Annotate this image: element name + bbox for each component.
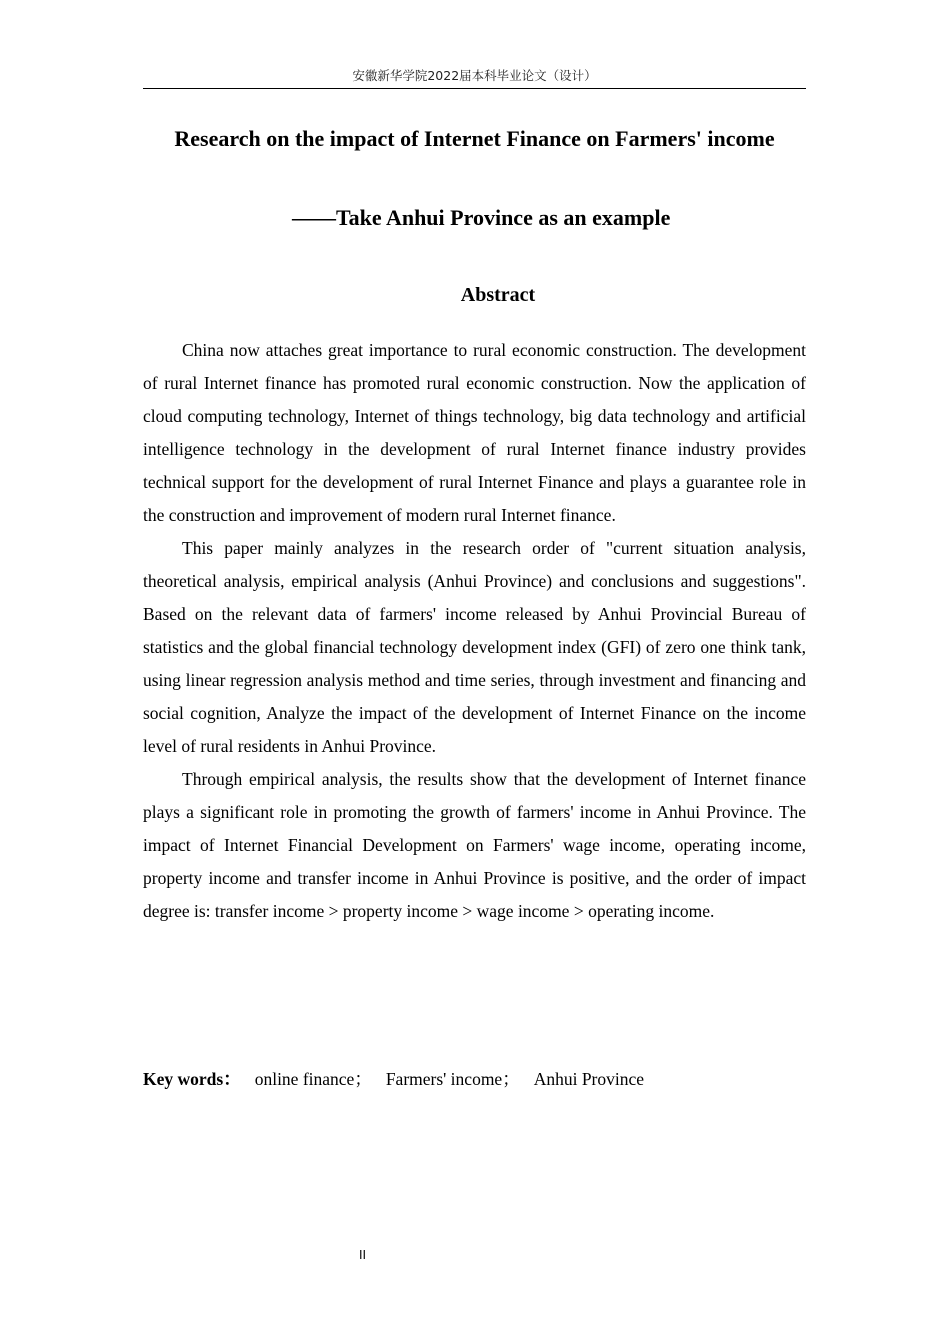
page-header	[143, 66, 806, 89]
keywords-label: Key words：	[143, 1069, 241, 1089]
paper-title: Research on the impact of Internet Finance on Farmers' income	[174, 126, 775, 151]
abstract-paragraph: China now attaches great importance to rural economic construction. The development of rural Internet finance has promoted rural economic construction. Now the application of cloud computing technology, Internet of things technology, big data technology and artificial intelligence technology in the development of rural Internet finance industry provides technical support for the development of rural Internet Finance and plays a guarantee role in the construction and improvement of modern rural Internet finance.	[143, 340, 806, 525]
abstract-heading: Abstract	[460, 284, 536, 306]
paper-subtitle: ——Take Anhui Province as an example	[292, 205, 671, 230]
keyword-item: Anhui Province	[533, 1069, 645, 1089]
keywords-line	[143, 1064, 644, 1094]
keyword-item: Farmers' income	[385, 1069, 503, 1089]
abstract-body	[143, 334, 806, 928]
keyword-item: online finance	[254, 1069, 355, 1089]
keyword-separator: ；	[502, 1069, 520, 1089]
abstract-paragraph: This paper mainly analyzes in the research order of "current situation analysis, theoretical analysis, empirical analysis (Anhui Province) and conclusions and suggestions". Based on the relevant data of farmers' income released by Anhui Provincial Bureau of statistics and the global financial technology development index (GFI) of zero one think tank, using linear regression analysis method and time series, through investment and financing and social cognition, Analyze the impact of the development of Internet Finance on the income level of rural residents in Anhui Province.	[143, 538, 806, 756]
abstract-paragraph: Through empirical analysis, the results show that the development of Internet finance plays a significant role in promoting the growth of farmers' income in Anhui Province. The impact of Internet Financial Development on Farmers' wage income, operating income, property income and transfer income in Anhui Province is positive, and the order of impact degree is: transfer income > property income > wage income > operating income.	[143, 769, 806, 921]
page-number: II	[359, 1248, 367, 1262]
keyword-separator: ；	[354, 1069, 372, 1089]
header-text: 安徽新华学院2022届本科毕业论文（设计）	[352, 68, 597, 83]
